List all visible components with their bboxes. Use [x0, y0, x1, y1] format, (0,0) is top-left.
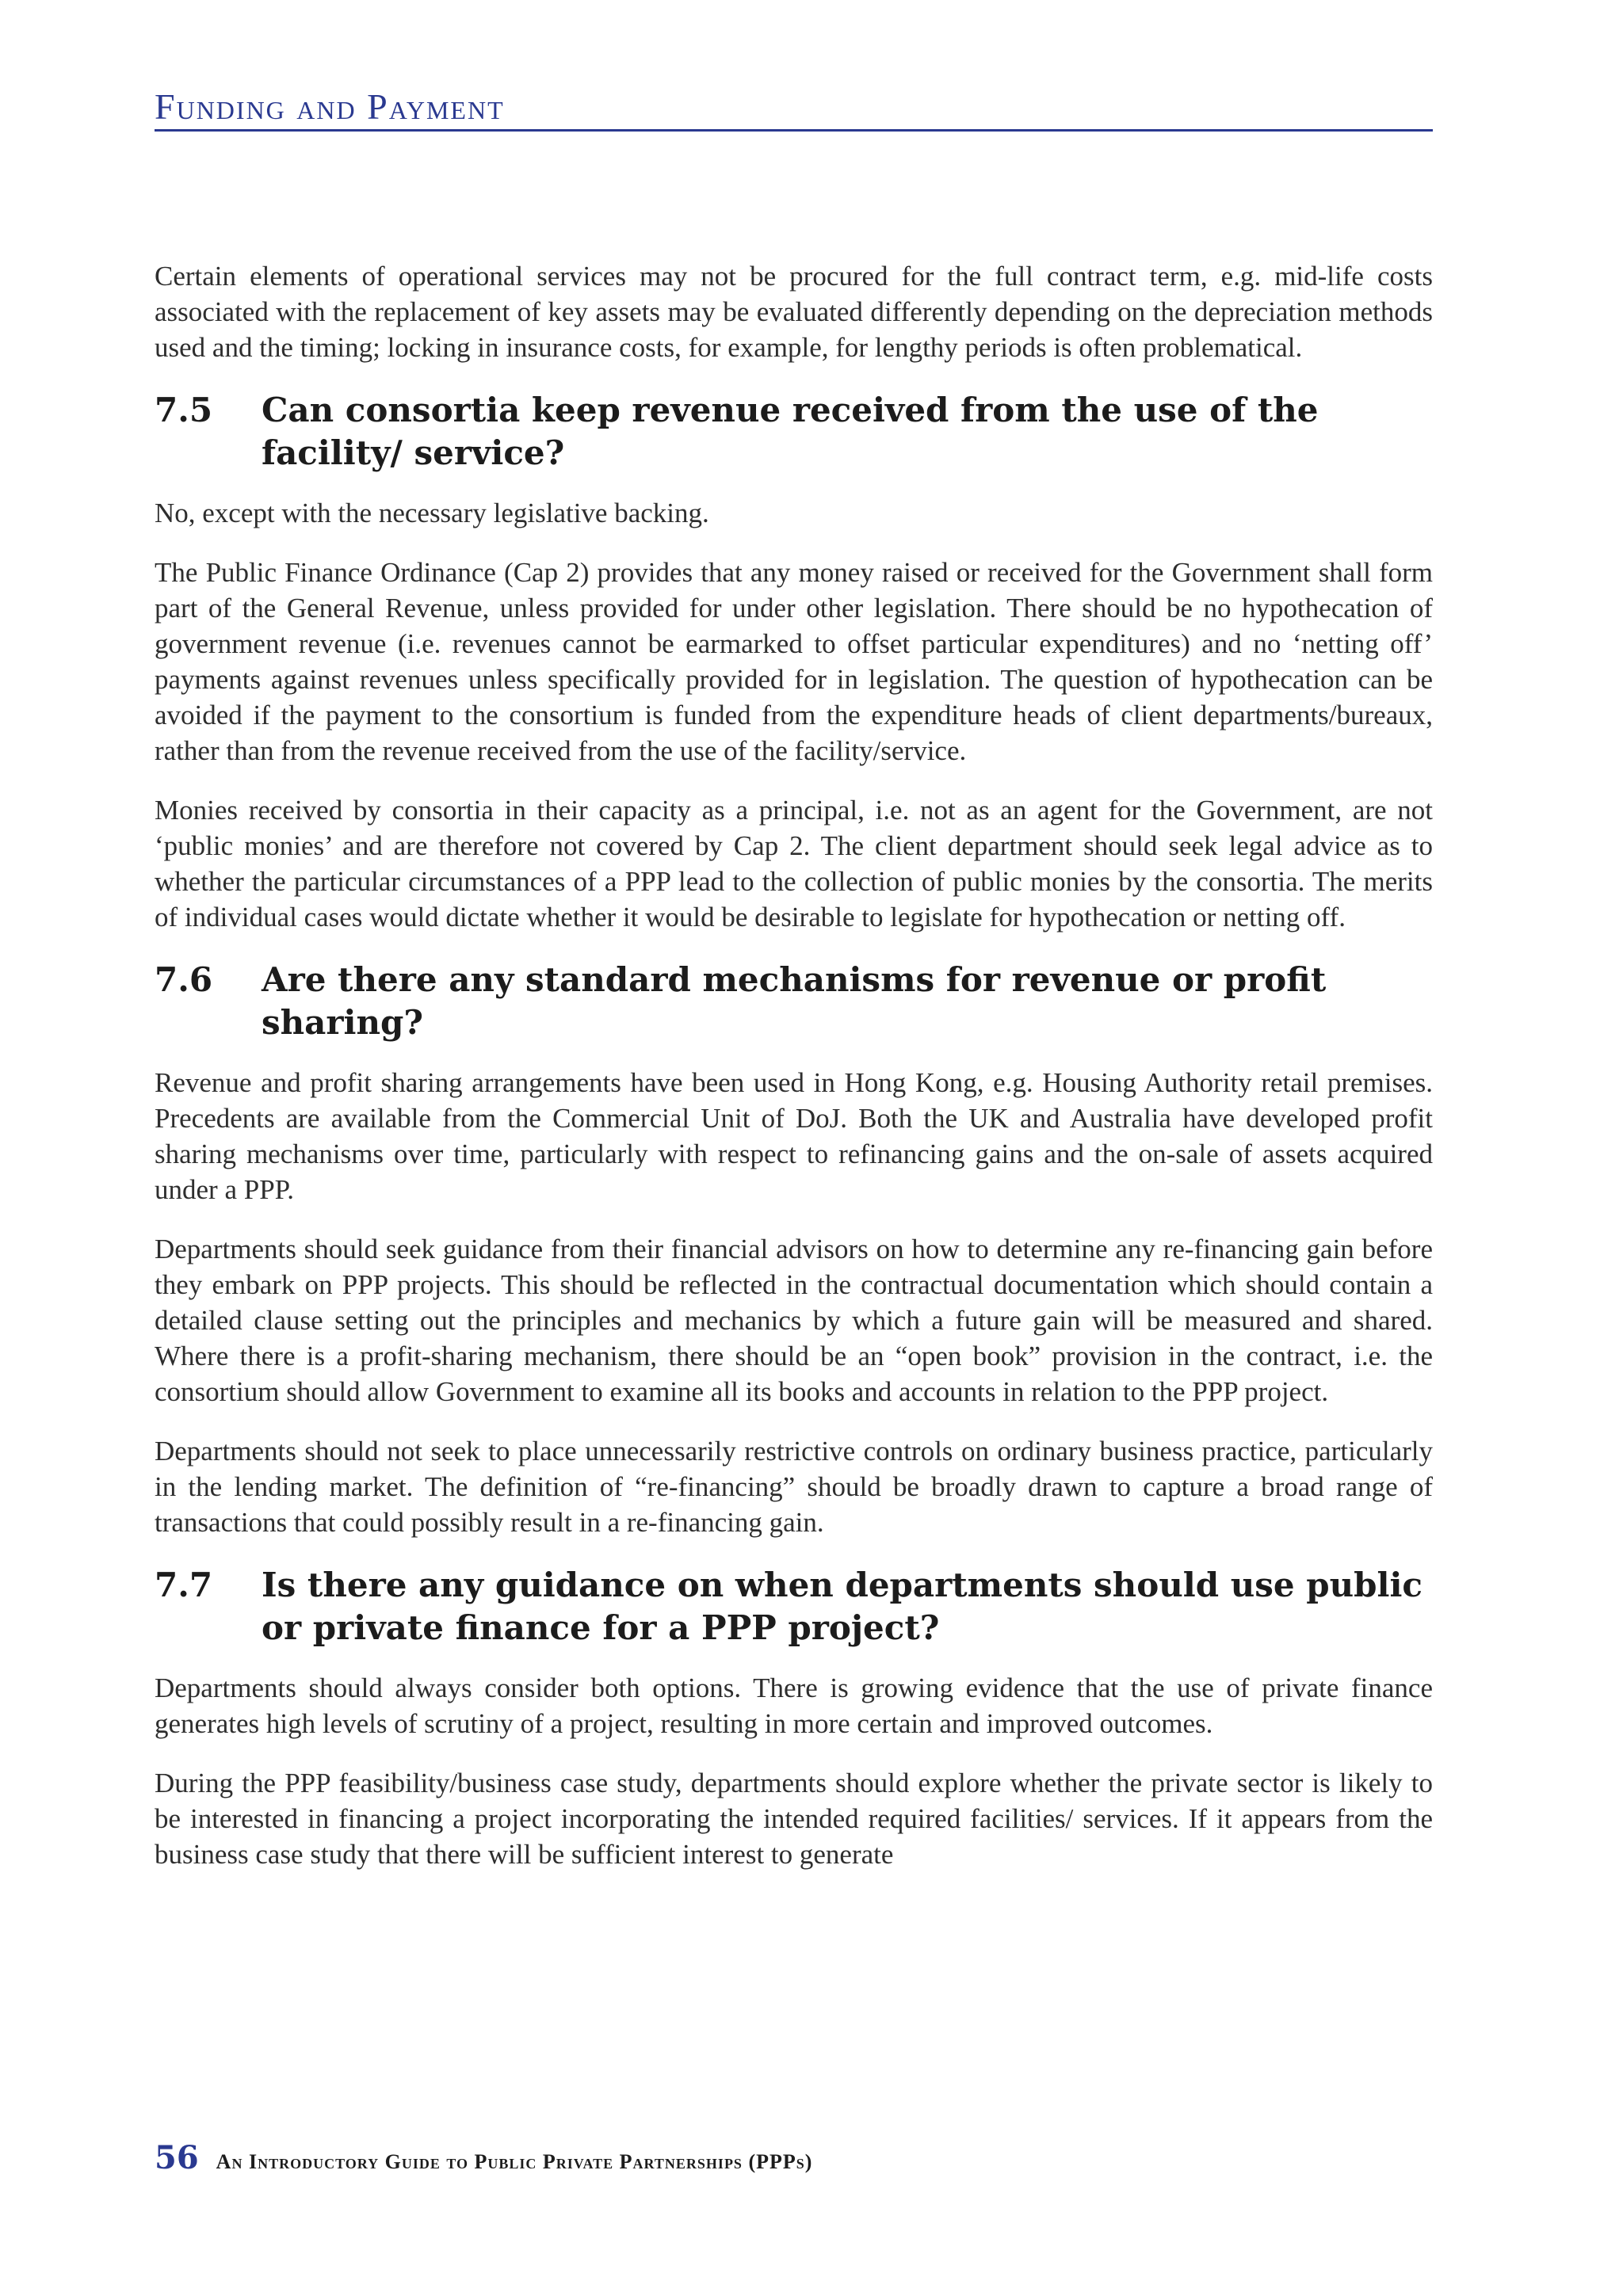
section-paragraph: Departments should seek guidance from their financial advisors on how to determine any re-financing gain before they embark on PPP projects. This should be reflected in the contractual documentation which should contain a detailed clause setting out the principles and mechanics by which a future gain will be measured and shared. Where there is a profit-sharing mechanism, there should be an “open book” provision in the contract, i.e. the consortium should allow Government to examine all its books and accounts in relation to the PPP project.: [155, 1234, 1433, 1407]
section-paragraph: Departments should not seek to place unnecessarily restrictive controls on ordinary business practice, particularly in the lending market. The definition of “re-financing” should be broadly drawn to capture a broad range of transactions that could possibly result in a re-financing gain.: [155, 1436, 1433, 1538]
running-header: [155, 79, 1433, 132]
section-heading: [155, 1564, 1433, 1650]
section-paragraph: The Public Finance Ordinance (Cap 2) provides that any money raised or received for the Government shall form part of the General Revenue, unless provided for under other legislation. There should be no hypothecation of government revenue (i.e. revenues cannot be earmarked to offset particular expenditures) and no ‘netting off’ payments against revenues unless specifically provided for in legislation. The question of hypothecation can be avoided if the payment to the consortium is funded from the expenditure heads of client departments/bureaux, rather than from the revenue received from the use of the facility/service.: [155, 557, 1433, 766]
intro-paragraph: Certain elements of operational services may not be procured for the full contract term, e.g. mid-life costs associated with the replacement of key assets may be evaluated differently depending on the depreciation methods used and the timing; locking in insurance costs, for example, for lengthy periods is often problematical.: [155, 261, 1433, 363]
page-content: [155, 258, 1433, 1896]
section-number: 7.5: [155, 391, 213, 429]
section-title: Is there any guidance on when departments should use public or private finance for a PPP project?: [262, 1566, 1423, 1647]
section-7-6: [155, 959, 1433, 1540]
section-title: Can consortia keep revenue received from the use of the facility/ service?: [262, 391, 1319, 472]
section-number: 7.7: [155, 1566, 213, 1604]
section-paragraph: Monies received by consortia in their capacity as a principal, i.e. not as an agent for the Government, are not ‘public monies’ and are therefore not covered by Cap 2. The client department should seek legal advice as to whether the particular circumstances of a PPP lead to the collection of public monies by the consortia. The merits of individual cases would dictate whether it would be desirable to legislate for hypothecation or netting off.: [155, 795, 1433, 933]
section-7-7: [155, 1564, 1433, 1872]
section-heading: [155, 389, 1433, 475]
section-7-5: [155, 389, 1433, 935]
page-number: 56: [155, 2139, 199, 2176]
section-paragraph: During the PPP feasibility/business case study, departments should explore whether the private sector is likely to be interested in financing a project incorporating the intended required facilities/ services. If it appears from the business case study that there will be sufficient interest to generate: [155, 1768, 1433, 1870]
publication-title: An Introductory Guide to Public Private Partnerships (PPPs): [216, 2150, 813, 2173]
section-heading: [155, 959, 1433, 1044]
page-footer: [155, 2139, 1433, 2187]
section-paragraph: Departments should always consider both options. There is growing evidence that the use of private finance generates high levels of scrutiny of a project, resulting in more certain and improved outcomes.: [155, 1672, 1433, 1739]
running-header-title: Funding and Payment: [155, 86, 505, 127]
document-page: [155, 0, 1433, 2296]
section-paragraph: No, except with the necessary legislative backing.: [155, 498, 709, 528]
section-number: 7.6: [155, 960, 213, 999]
section-paragraph: Revenue and profit sharing arrangements have been used in Hong Kong, e.g. Housing Authority retail premises. Precedents are available from the Commercial Unit of DoJ. Both the UK and Australia have developed profit sharing mechanisms over time, particularly with respect to refinancing gains and the on-sale of assets acquired under a PPP.: [155, 1067, 1433, 1205]
section-title: Are there any standard mechanisms for revenue or profit sharing?: [262, 960, 1327, 1042]
